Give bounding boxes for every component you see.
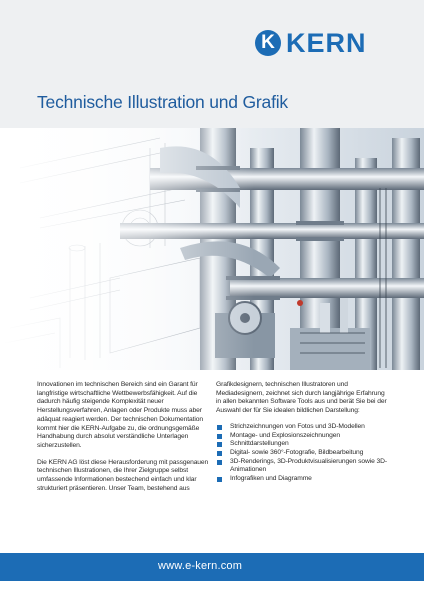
left-column	[37, 381, 209, 501]
service-list	[216, 423, 388, 484]
list-item	[216, 458, 388, 475]
kern-logo	[255, 30, 380, 56]
list-item-label: Schnittdarstellungen	[230, 440, 289, 448]
page-title: Technische Illustration und Grafik	[37, 92, 288, 112]
bullet-square-icon	[217, 451, 222, 456]
website-link[interactable]: www.e-kern.com	[158, 560, 243, 572]
list-item-label: Digital- sowie 360°-Fotografie, Bildbearbeitung	[230, 448, 364, 456]
industrial-pipes-illustration	[0, 128, 424, 370]
intro-paragraph-2: Die KERN AG löst diese Herausforderung mit passgenauen technischen Illustrationen, die Ihrer Zielgruppe selbst umfassende Informationen bestechend einfach und klar strukturiert präsentieren. Unser Team, bestehend aus	[37, 458, 209, 492]
right-column	[216, 381, 388, 484]
list-item	[216, 432, 388, 441]
list-item-label: Infografiken und Diagramme	[230, 475, 312, 483]
list-item-label: Strichzeichnungen von Fotos und 3D-Modellen	[230, 422, 365, 430]
bullet-square-icon	[217, 442, 222, 447]
logo-mark: K	[261, 32, 275, 53]
intro-paragraph-1: Innovationen im technischen Bereich sind ein Garant für langfristige wirtschaftliche Wettbewerbsfähigkeit. Auf die dadurch häufig steigende Komplexität neuer Herstellungsverfahren, Anlagen oder Produkte muss aber adäquat reagiert werden. Der technischen Dokumentation kommt hier die KERN-Aufgabe zu, die ordnungsgemäße Handhabung durch absolut verständliche Unterlagen sicherzustellen.	[37, 381, 203, 449]
list-item	[216, 440, 388, 449]
bullet-square-icon	[217, 434, 222, 439]
bullet-square-icon	[217, 425, 222, 430]
bullet-square-icon	[217, 460, 222, 465]
logo-text: KERN	[286, 28, 367, 58]
list-item	[216, 475, 388, 484]
footer-bar	[0, 553, 424, 581]
list-item	[216, 449, 388, 458]
list-item-label: 3D-Renderings, 3D-Produktvisualisierungen sowie 3D-Animationen	[230, 457, 387, 474]
bullet-square-icon	[217, 477, 222, 482]
right-intro-paragraph: Grafikdesignern, technischen Illustratoren und Mediadesignern, zeichnet sich durch langjährige Erfahrung in allen bekannten Software Tools aus und berät Sie bei der Auswahl der für Sie idealen bildlichen Darstellung:	[216, 381, 387, 415]
list-item-label: Montage- und Explosionszeichnungen	[230, 431, 340, 439]
list-item	[216, 423, 388, 432]
